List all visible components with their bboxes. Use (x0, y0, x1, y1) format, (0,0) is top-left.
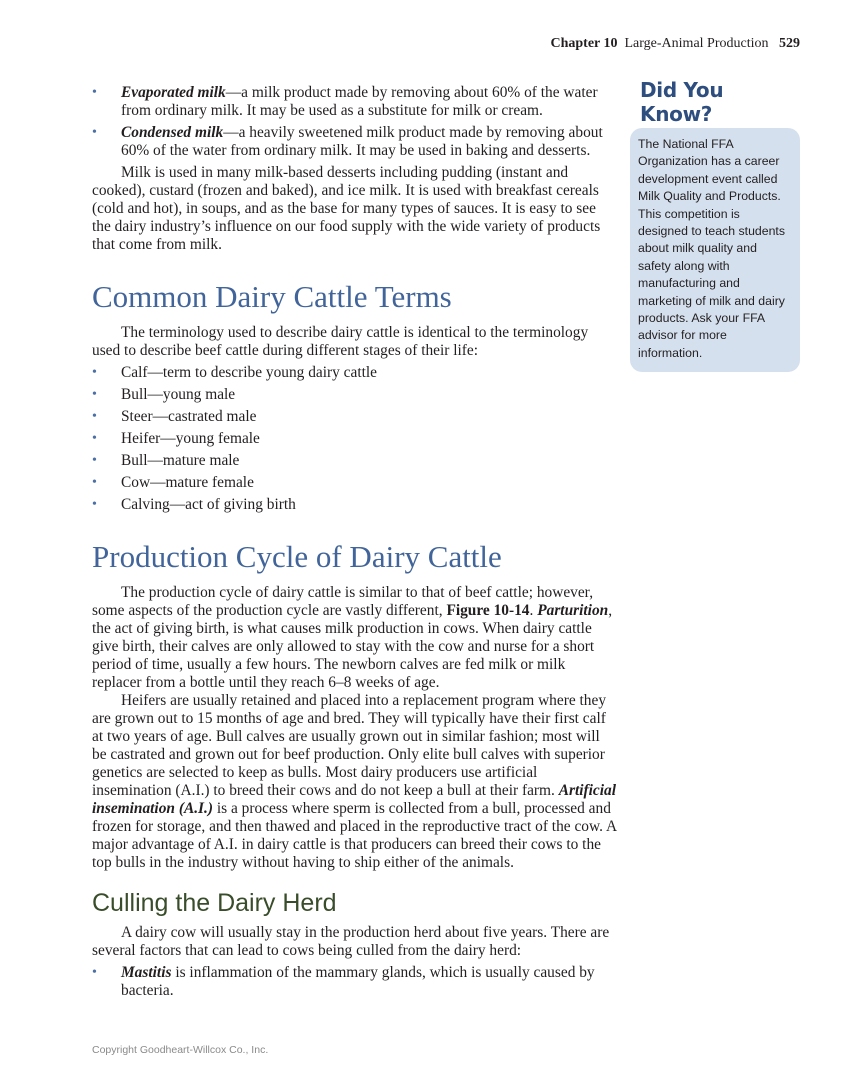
text-run: Cow—mature female (121, 474, 254, 491)
bullet-item (92, 364, 618, 382)
text-run: Heifer—young female (121, 430, 260, 447)
text-run: Milk is used in many milk-based desserts including pudding (instant and cooked), custard (frozen and baked), and ice milk. It is used with breakfast cereals (cold and hot), in soups, and as the base for many types of sauces. It is easy to see the dairy industry’s influence on our food supply with the wide variety of products that come from milk. (92, 164, 601, 253)
paragraph (92, 324, 618, 360)
term: Mastitis (121, 964, 172, 981)
term: Artificial insemination (A.I.) (92, 782, 617, 817)
text-run: A dairy cow will usually stay in the production herd about five years. There are several factors that can lead to cows being culled from the dairy herd: (92, 924, 610, 959)
text-run: is inflammation of the mammary glands, which is usually caused by bacteria. (121, 964, 595, 999)
page-number: 529 (779, 36, 800, 51)
bullet-icon: • (92, 497, 97, 512)
chapter-title: Large-Animal Production (624, 36, 769, 51)
term: Parturition (537, 602, 609, 619)
text-run: is a process where sperm is collected from a bull, processed and frozen for storage, and then thawed and placed in the reproductive tract of the cow. A major advantage of A.I. in dairy cattle is that producers can breed their cows to the top bulls in the industry without having to ship either of the animals. (92, 800, 617, 871)
section-heading (92, 888, 618, 918)
sidebar-title: Did You Know? (640, 78, 724, 126)
text-run: , the act of giving birth, is what causes milk production in cows. When dairy cattle give birth, their calves are only allowed to stay with the cow and nurse for a short period of time, usually a few hours. The newborn calves are fed milk or milk replacer from a bottle until they reach 6–8 weeks of age. (92, 602, 613, 691)
bullet-item (92, 386, 618, 404)
running-header (550, 36, 800, 52)
bullet-item (92, 84, 618, 120)
text-run: —a heavily sweetened milk product made by removing about 60% of the water from ordinary milk. It may be used in baking and desserts. (121, 124, 603, 159)
text-run: Calf—term to describe young dairy cattle (121, 364, 377, 381)
bullet-icon: • (92, 409, 97, 424)
text-run: Common Dairy Cattle Terms (92, 279, 452, 314)
term: Figure 10-14 (446, 602, 530, 619)
bullet-icon: • (92, 475, 97, 490)
paragraph (92, 692, 618, 872)
text-run: . (529, 602, 538, 619)
paragraph (92, 924, 618, 960)
bullet-icon: • (92, 453, 97, 468)
text-run: Bull—young male (121, 386, 236, 403)
copyright-footer: Copyright Goodheart-Willcox Co., Inc. (92, 1044, 269, 1056)
text-run: Bull—mature male (121, 452, 240, 469)
bullet-item (92, 496, 618, 514)
sidebar-text: The National FFA Organization has a career development event called Milk Quality and Products. This competition is designed to teach students about milk quality and safety along with manufacturing and marketing of milk and dairy products. Ask your FFA advisor for more information. (630, 128, 800, 372)
bullet-item (92, 452, 618, 470)
bullet-icon: • (92, 125, 97, 140)
section-heading (92, 280, 618, 314)
term: Evaporated milk (121, 84, 226, 101)
main-column (92, 80, 618, 1004)
bullet-item (92, 124, 618, 160)
text-run: The production cycle of dairy cattle is similar to that of beef cattle; however, some aspects of the production cycle are vastly different, (92, 584, 594, 619)
term: Condensed milk (121, 124, 224, 141)
bullet-item (92, 408, 618, 426)
section-heading (92, 540, 618, 574)
bullet-item (92, 474, 618, 492)
bullet-item (92, 964, 618, 1000)
text-run: Steer—castrated male (121, 408, 257, 425)
text-run: The terminology used to describe dairy cattle is identical to the terminology used to describe beef cattle during different stages of their life: (92, 324, 589, 359)
paragraph (92, 584, 618, 692)
text-run: Production Cycle of Dairy Cattle (92, 539, 502, 574)
text-run: Culling the Dairy Herd (92, 889, 337, 917)
did-you-know-sidebar (630, 78, 800, 372)
bullet-item (92, 430, 618, 448)
bullet-icon: • (92, 965, 97, 980)
text-run: Calving—act of giving birth (121, 496, 296, 513)
paragraph (92, 164, 618, 254)
bullet-icon: • (92, 85, 97, 100)
bullet-icon: • (92, 365, 97, 380)
chapter-number: Chapter 10 (550, 36, 618, 51)
text-run: —a milk product made by removing about 60% of the water from ordinary milk. It may be used as a substitute for milk or cream. (121, 84, 598, 119)
bullet-icon: • (92, 387, 97, 402)
text-run: Heifers are usually retained and placed into a replacement program where they are grown out to 15 months of age and bred. They will typically have their first calf at two years of age. Bull calves are usually grown out in similar fashion; most will be castrated and grown out for beef production. Only elite bull calves with superior genetics are selected to keep as bulls. Most dairy producers use artificial insemination (A.I.) to breed their cows and do not keep a bull at their farm. (92, 692, 607, 799)
bullet-icon: • (92, 431, 97, 446)
